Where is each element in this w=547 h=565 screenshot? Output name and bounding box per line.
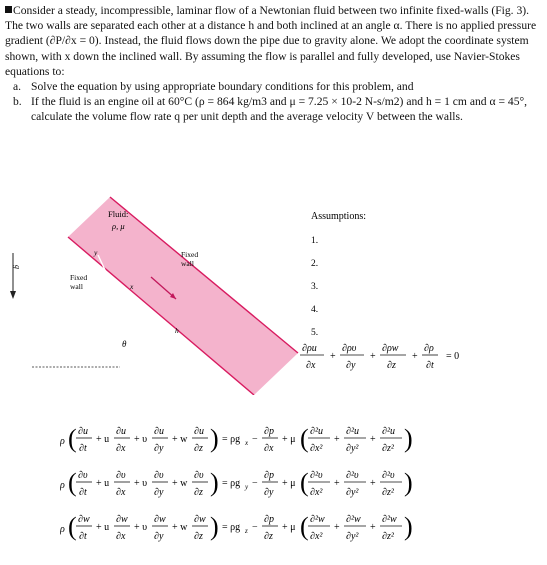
svg-text:∂x²: ∂x² <box>310 531 323 542</box>
svg-text:∂u: ∂u <box>154 426 164 437</box>
svg-text:(: ( <box>68 468 77 497</box>
svg-text:∂w: ∂w <box>194 514 206 525</box>
fixed-wall-top-line1: Fixed <box>181 250 199 259</box>
svg-text:∂υ: ∂υ <box>154 470 164 481</box>
svg-text:∂t: ∂t <box>426 360 434 371</box>
y-momentum-equation <box>60 468 413 498</box>
svg-text:∂y: ∂y <box>154 531 164 542</box>
fluid-channel <box>68 197 298 395</box>
svg-text:∂x²: ∂x² <box>310 487 323 498</box>
z-momentum-equation <box>60 512 413 542</box>
svg-text:∂z²: ∂z² <box>382 487 394 498</box>
intro-text: Consider a steady, incompressible, laminar flow of a Newtonian fluid between two infinite fixed-walls (Fig. 3). The two walls are separated each other at a distance h and both inclined at an angle α. There is no applied pressure gradient (∂P/∂x = 0). Instead, the fluid flows down the pipe due to gravity alone. We adopt the coordinate system shown, with x down the inclined wall. By assuming the flow is parallel and fully developed, use Navier-Stokes equations to: <box>5 4 537 78</box>
continuity-equation <box>300 337 530 383</box>
fixed-wall-top-line2: wall <box>181 259 194 268</box>
svg-text:+: + <box>334 434 340 445</box>
svg-text:+: + <box>330 351 336 362</box>
x-axis-label: x <box>130 282 134 291</box>
svg-text:+ u: + u <box>96 478 110 489</box>
svg-text:∂²u: ∂²u <box>382 426 395 437</box>
svg-text:∂y: ∂y <box>154 443 164 454</box>
svg-text:∂x: ∂x <box>306 360 316 371</box>
svg-text:∂x²: ∂x² <box>310 443 323 454</box>
svg-text:∂υ: ∂υ <box>78 470 88 481</box>
svg-text:∂t: ∂t <box>79 531 87 542</box>
item-b <box>5 94 543 124</box>
svg-text:): ) <box>404 424 413 453</box>
angle-label: θ <box>122 339 127 349</box>
svg-text:∂z: ∂z <box>194 443 203 454</box>
svg-text:= ρg: = ρg <box>222 522 241 533</box>
svg-text:∂z: ∂z <box>194 531 203 542</box>
fluid-label: Fluid: <box>108 209 129 219</box>
svg-text:−: − <box>252 478 258 489</box>
svg-text:∂υ: ∂υ <box>116 470 126 481</box>
svg-text:∂x: ∂x <box>116 487 126 498</box>
svg-text:+ μ: + μ <box>282 434 296 445</box>
assumptions-title: Assumptions: <box>311 211 367 222</box>
svg-text:): ) <box>210 512 219 541</box>
svg-text:y: y <box>245 483 249 491</box>
svg-text:+ w: + w <box>172 478 188 489</box>
svg-text:(: ( <box>68 512 77 541</box>
svg-text:+ μ: + μ <box>282 478 296 489</box>
bullet-icon <box>5 6 12 13</box>
h-label: h <box>175 326 179 335</box>
svg-text:∂y²: ∂y² <box>346 531 359 542</box>
assumption-4: 4. <box>311 305 319 315</box>
svg-text:∂u: ∂u <box>116 426 126 437</box>
svg-text:(: ( <box>300 468 309 497</box>
svg-text:∂u: ∂u <box>194 426 204 437</box>
svg-text:∂ρw: ∂ρw <box>382 343 399 354</box>
svg-text:+: + <box>334 478 340 489</box>
svg-text:(: ( <box>300 512 309 541</box>
item-a <box>5 79 543 94</box>
svg-text:∂²w: ∂²w <box>310 514 325 525</box>
svg-text:+: + <box>370 522 376 533</box>
svg-text:∂x: ∂x <box>116 531 126 542</box>
problem-statement <box>5 3 543 125</box>
assumption-1: 1. <box>311 236 319 246</box>
navier-stokes-equations <box>60 420 500 565</box>
svg-text:∂p: ∂p <box>264 470 274 481</box>
svg-text:+ w: + w <box>172 522 188 533</box>
svg-text:∂p: ∂p <box>264 514 274 525</box>
svg-text:∂y: ∂y <box>154 487 164 498</box>
svg-text:∂t: ∂t <box>79 443 87 454</box>
gravity-label: g <box>13 265 22 269</box>
svg-text:+ w: + w <box>172 434 188 445</box>
svg-text:∂y²: ∂y² <box>346 487 359 498</box>
svg-text:): ) <box>404 468 413 497</box>
svg-text:): ) <box>210 468 219 497</box>
svg-text:+ μ: + μ <box>282 522 296 533</box>
svg-text:(: ( <box>68 424 77 453</box>
svg-text:+ u: + u <box>96 434 110 445</box>
svg-text:∂z: ∂z <box>387 360 396 371</box>
svg-text:∂²υ: ∂²υ <box>310 470 323 481</box>
item-b-text: If the fluid is an engine oil at 60°C (ρ = 864 kg/m3 and μ = 7.25 × 10-2 N-s/m2) and h = 1 cm and α = 45°, calculate the volume flow rate q per unit depth and the average velocity V between the walls. <box>31 95 528 124</box>
svg-text:+: + <box>370 478 376 489</box>
fluid-props: ρ, μ <box>112 221 125 231</box>
svg-text:): ) <box>404 512 413 541</box>
svg-text:ρ: ρ <box>60 436 65 447</box>
item-a-text: Solve the equation by using appropriate boundary conditions for this problem, and <box>31 80 414 94</box>
svg-text:∂²υ: ∂²υ <box>346 470 359 481</box>
svg-text:∂u: ∂u <box>78 426 88 437</box>
svg-text:ρ: ρ <box>60 480 65 491</box>
svg-text:= ρg: = ρg <box>222 478 241 489</box>
svg-text:∂υ: ∂υ <box>194 470 204 481</box>
assumption-5: 5. <box>311 328 319 338</box>
svg-text:∂z²: ∂z² <box>382 531 394 542</box>
assumption-2: 2. <box>311 259 319 269</box>
svg-text:∂y: ∂y <box>264 487 274 498</box>
svg-text:−: − <box>252 522 258 533</box>
svg-text:): ) <box>210 424 219 453</box>
svg-text:= ρg: = ρg <box>222 434 241 445</box>
x-momentum-equation <box>60 424 413 454</box>
assumption-3: 3. <box>311 282 319 292</box>
fixed-wall-bottom-line1: Fixed <box>70 273 88 282</box>
svg-text:+ υ: + υ <box>134 522 148 533</box>
svg-text:+ υ: + υ <box>134 434 148 445</box>
svg-text:∂w: ∂w <box>154 514 166 525</box>
svg-text:(: ( <box>300 424 309 453</box>
svg-text:ρ: ρ <box>60 524 65 535</box>
svg-text:∂²υ: ∂²υ <box>382 470 395 481</box>
svg-text:−: − <box>252 434 258 445</box>
fixed-wall-bottom-line2: wall <box>70 282 83 291</box>
svg-text:∂z²: ∂z² <box>382 443 394 454</box>
svg-text:+ υ: + υ <box>134 478 148 489</box>
svg-text:∂z: ∂z <box>264 531 273 542</box>
item-b-label: b. <box>13 95 22 109</box>
svg-text:∂p: ∂p <box>264 426 274 437</box>
svg-text:+: + <box>370 434 376 445</box>
svg-text:∂x: ∂x <box>264 443 274 454</box>
problem-intro <box>5 3 543 79</box>
svg-text:+: + <box>370 351 376 362</box>
svg-text:+: + <box>334 522 340 533</box>
svg-text:∂y: ∂y <box>346 360 356 371</box>
svg-text:x: x <box>245 439 249 447</box>
svg-text:∂ρυ: ∂ρυ <box>342 343 357 354</box>
svg-text:∂x: ∂x <box>116 443 126 454</box>
svg-text:∂²w: ∂²w <box>382 514 397 525</box>
svg-text:∂²u: ∂²u <box>310 426 323 437</box>
svg-text:∂z: ∂z <box>194 487 203 498</box>
svg-text:∂ρu: ∂ρu <box>302 343 317 354</box>
svg-text:∂w: ∂w <box>78 514 90 525</box>
svg-text:∂ρ: ∂ρ <box>424 343 434 354</box>
y-axis-label: y <box>94 248 98 257</box>
svg-text:∂²u: ∂²u <box>346 426 359 437</box>
svg-text:+ u: + u <box>96 522 110 533</box>
svg-text:z: z <box>245 527 248 535</box>
svg-text:∂y²: ∂y² <box>346 443 359 454</box>
item-a-label: a. <box>13 80 22 94</box>
svg-text:= 0: = 0 <box>446 351 460 362</box>
svg-text:+: + <box>412 351 418 362</box>
svg-text:∂t: ∂t <box>79 487 87 498</box>
svg-text:∂w: ∂w <box>116 514 128 525</box>
svg-text:∂²w: ∂²w <box>346 514 361 525</box>
gravity-arrow <box>10 253 22 299</box>
